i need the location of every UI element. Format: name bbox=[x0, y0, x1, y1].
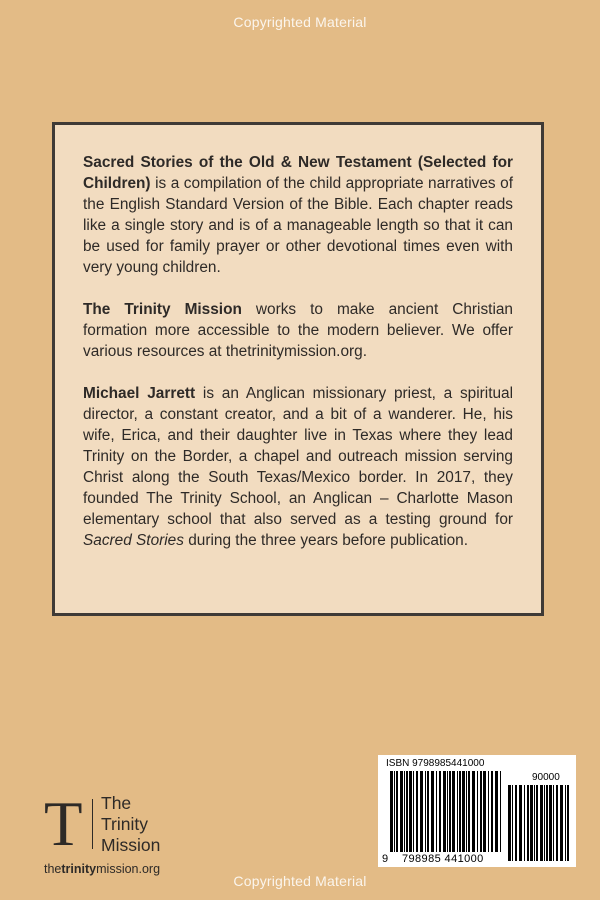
barcode-bar bbox=[436, 771, 437, 852]
barcode-bar bbox=[556, 785, 558, 861]
barcode-bar bbox=[427, 771, 429, 852]
author-bio: Michael Jarrett is an Anglican missionary priest, a spiritual director, a constant creator, and a bit of a wanderer. He, his wife, Erica, and their daughter live in Texas where they lead Trinity on the Border, a chapel and outreach mission serving Christ along the South Texas/Mexico border. In 2017, they founded The Trinity School, an Anglican – Charlotte Mason elementary school that also served as a testing ground for Sacred Stories during the three years before publication. bbox=[83, 385, 514, 549]
barcode-bar bbox=[477, 771, 478, 852]
barcode-digit-first: 9 bbox=[382, 853, 389, 865]
barcode-bar bbox=[400, 771, 403, 852]
mission-name: The Trinity Mission bbox=[83, 301, 242, 318]
barcode-bar bbox=[549, 785, 552, 861]
barcode-bar bbox=[480, 771, 482, 852]
barcode-bar bbox=[459, 771, 461, 852]
book-description: Sacred Stories of the Old & New Testament (Selected for Children) is a compilation of the child appropriate narratives of the English Standard Version of the Bible. Each chapter reads like a single story and is of a manageable length so that it can be used for family prayer or other devotional times even with very young children. bbox=[83, 154, 513, 276]
barcode-bar bbox=[515, 785, 517, 861]
logo-t-mark: T bbox=[44, 789, 83, 859]
description-panel bbox=[52, 122, 544, 616]
barcode-bar bbox=[500, 771, 501, 852]
barcode-bar bbox=[519, 785, 522, 861]
barcode-bar bbox=[390, 771, 393, 852]
copyright-watermark-top: Copyrighted Material bbox=[233, 14, 367, 30]
book-title-italic: Sacred Stories bbox=[83, 532, 184, 549]
barcode-bar bbox=[396, 771, 398, 852]
barcode-bar bbox=[457, 771, 458, 852]
barcode-bar bbox=[530, 785, 533, 861]
barcode-bar bbox=[565, 785, 566, 861]
barcode-bar bbox=[447, 771, 448, 852]
barcode-bar bbox=[553, 785, 554, 861]
barcode-bar bbox=[449, 771, 451, 852]
barcode-bar bbox=[416, 771, 418, 852]
barcode-bar bbox=[491, 771, 493, 852]
barcode-bar bbox=[540, 785, 543, 861]
barcode-bar bbox=[488, 771, 489, 852]
barcode-bar bbox=[567, 785, 569, 861]
barcode-bar bbox=[546, 785, 548, 861]
barcode-bar bbox=[524, 785, 525, 861]
barcode-bar bbox=[404, 771, 405, 852]
barcode-bar bbox=[536, 785, 538, 861]
barcode-bar bbox=[425, 771, 426, 852]
barcode-bar bbox=[394, 771, 395, 852]
price-code: 90000 bbox=[532, 772, 560, 783]
copyright-watermark-bottom: Copyrighted Material bbox=[233, 873, 367, 889]
barcode-bar bbox=[508, 785, 511, 861]
barcode-bar bbox=[431, 771, 434, 852]
logo-url: thetrinitymission.org bbox=[44, 862, 161, 876]
barcode-bar bbox=[560, 785, 563, 861]
barcode-bar bbox=[409, 771, 412, 852]
mission-description: The Trinity Mission works to make ancient Christian formation more accessible to the modern believer. We offer various resources at thetrinitymission.org. bbox=[83, 301, 513, 360]
barcode-bar bbox=[483, 771, 486, 852]
barcode-bar bbox=[527, 785, 529, 861]
barcode-bar bbox=[452, 771, 455, 852]
barcode-bar bbox=[472, 771, 475, 852]
logo-divider bbox=[92, 799, 93, 849]
author-name: Michael Jarrett bbox=[83, 385, 196, 402]
barcode-bar bbox=[413, 771, 414, 852]
barcode-bar bbox=[495, 771, 498, 852]
book-title: Sacred Stories of the Old & New Testament (Selected for Children) bbox=[83, 154, 513, 192]
barcode-bar bbox=[443, 771, 446, 852]
barcode-bar bbox=[512, 785, 513, 861]
barcode-bar bbox=[462, 771, 465, 852]
barcode-bar bbox=[534, 785, 535, 861]
isbn-label: ISBN 9798985441000 bbox=[386, 758, 485, 769]
barcode-bar bbox=[544, 785, 545, 861]
barcode-bar bbox=[420, 771, 423, 852]
barcode-bar bbox=[468, 771, 470, 852]
isbn-barcode bbox=[378, 755, 576, 867]
barcode-bar bbox=[406, 771, 408, 852]
barcode-bar bbox=[466, 771, 467, 852]
logo-wordmark: The Trinity Mission bbox=[101, 793, 161, 855]
barcode-bar bbox=[439, 771, 441, 852]
barcode-digits: 798985 441000 bbox=[402, 853, 484, 865]
